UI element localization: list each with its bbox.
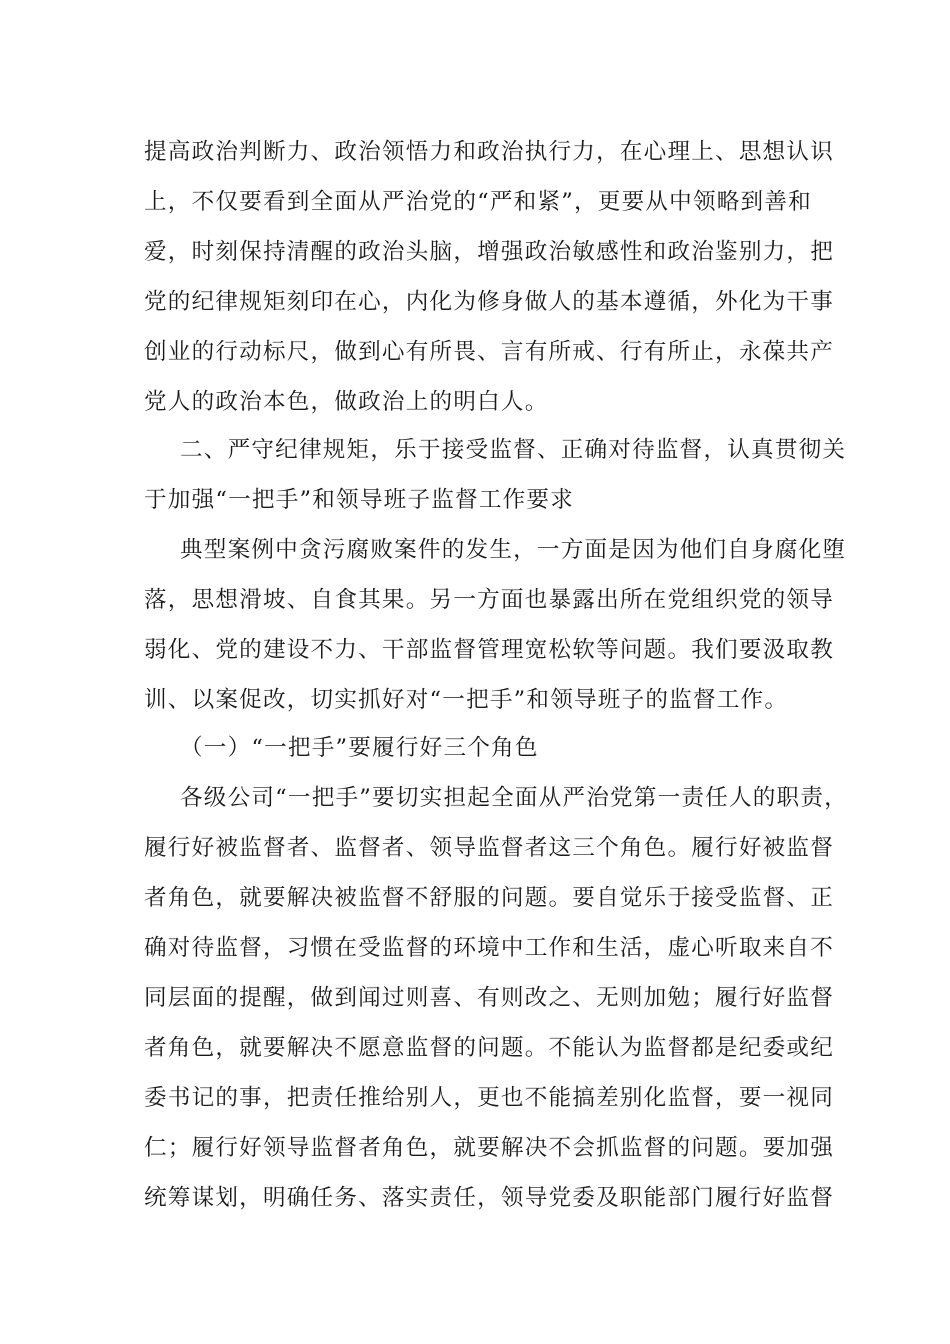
text-line: 落，思想滑坡、自食其果。另一方面也暴露出所在党组织党的领导	[144, 587, 835, 613]
text-line: 委书记的事，把责任推给别人，更也不能搞差别化监督，要一视同	[144, 1085, 835, 1111]
section-heading: 二、严守纪律规矩，乐于接受监督、正确对待监督，认真贯彻关	[180, 437, 847, 463]
subsection-heading: （一）“一把手”要履行好三个角色	[180, 735, 539, 761]
text-line: 上，不仅要看到全面从严治党的“严和紧”，更要从中领略到善和	[144, 189, 812, 215]
text-line: 各级公司“一把手”要切实担起全面从严治党第一责任人的职责，	[180, 785, 848, 811]
text-line: 者角色，就要解决不愿意监督的问题。不能认为监督都是纪委或纪	[144, 1035, 835, 1061]
text-line: 党人的政治本色，做政治上的明白人。	[144, 389, 549, 415]
text-line: 爱，时刻保持清醒的政治头脑，增强政治敏感性和政治鉴别力，把	[144, 239, 835, 265]
text-line: 者角色，就要解决被监督不舒服的问题。要自觉乐于接受监督、正	[144, 885, 835, 911]
text-line: 确对待监督，习惯在受监督的环境中工作和生活，虚心听取来自不	[144, 935, 835, 961]
text-line: 履行好被监督者、监督者、领导监督者这三个角色。履行好被监督	[144, 835, 835, 861]
text-line: 创业的行动标尺，做到心有所畏、言有所戒、行有所止，永葆共产	[144, 339, 835, 365]
text-line: 统筹谋划，明确任务、落实责任，领导党委及职能部门履行好监督	[144, 1185, 835, 1211]
text-line: 同层面的提醒，做到闻过则喜、有则改之、无则加勉；履行好监督	[144, 985, 835, 1011]
text-line: 提高政治判断力、政治领悟力和政治执行力，在心理上、思想认识	[144, 139, 835, 165]
text-line: 训、以案促改，切实抓好对“一把手”和领导班子的监督工作。	[144, 687, 789, 713]
section-heading-continued: 于加强“一把手”和领导班子监督工作要求	[144, 487, 574, 513]
text-line: 典型案例中贪污腐败案件的发生，一方面是因为他们自身腐化堕	[180, 537, 847, 563]
text-line: 仁；履行好领导监督者角色，就要解决不会抓监督的问题。要加强	[144, 1135, 835, 1161]
text-line: 党的纪律规矩刻印在心，内化为修身做人的基本遵循，外化为干事	[144, 289, 835, 315]
text-line: 弱化、党的建设不力、干部监督管理宽松软等问题。我们要汲取教	[144, 637, 835, 663]
